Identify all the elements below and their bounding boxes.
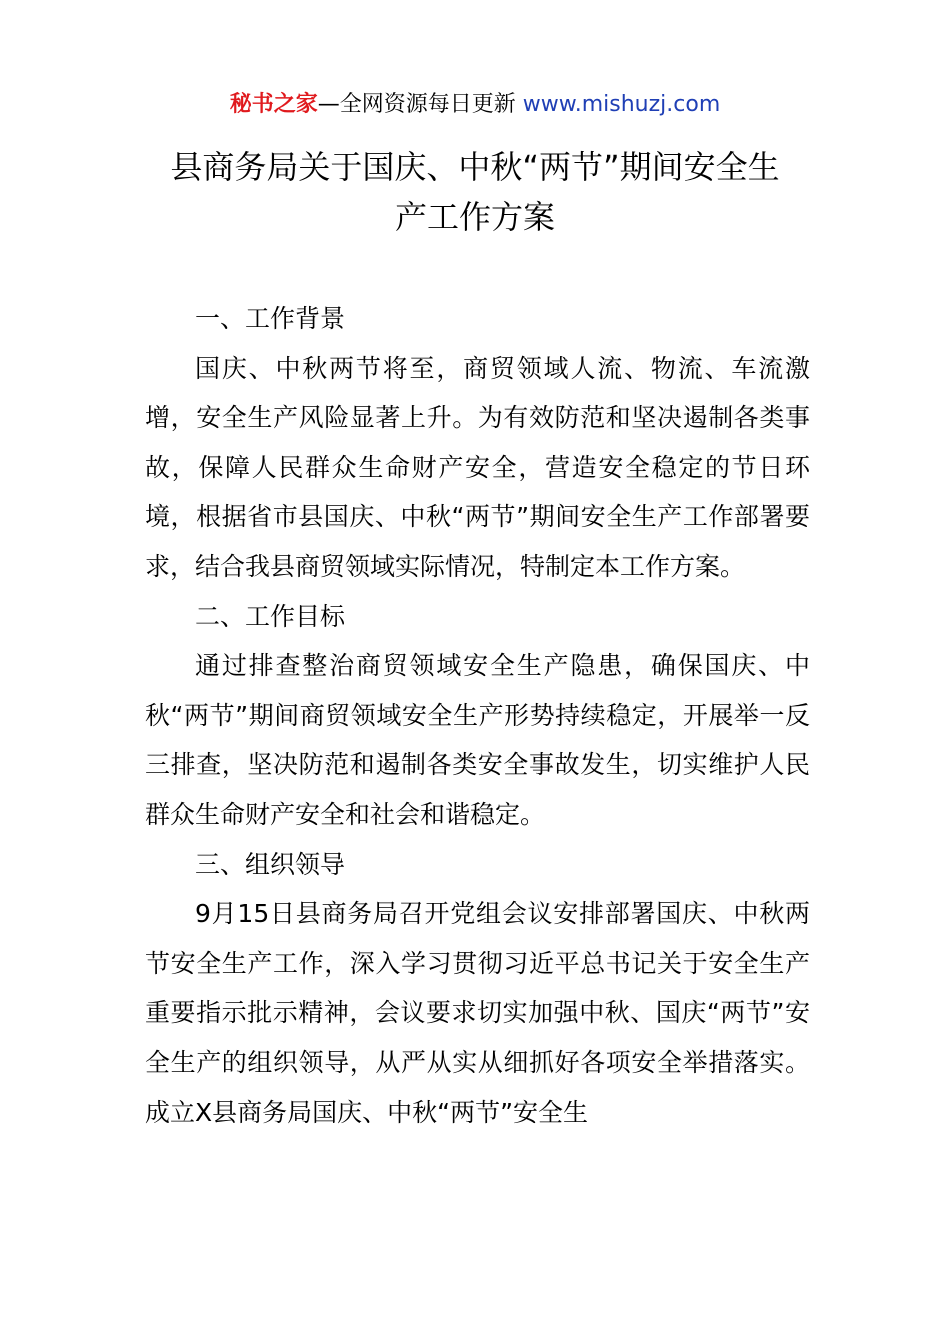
section-body-leadership: 9月15日县商务局召开党组会议安排部署国庆、中秋两节安全生产工作，深入学习贯彻习近平总书记关于安全生产重要指示批示精神，会议要求切实加强中秋、国庆“两节”安全生产的组织领导，从严从实从细抓好各项安全举措落实。成立X县商务局国庆、中秋“两节”安全生	[145, 899, 810, 1127]
brand-name: 秘书之家	[229, 92, 318, 117]
section-heading-leadership: 三、组织领导	[195, 849, 346, 879]
section-heading-background: 一、工作背景	[195, 304, 346, 333]
title-line-1: 县商务局关于国庆、中秋“两节”期间安全生	[170, 148, 780, 186]
site-url[interactable]: www.mishuzj.com	[522, 92, 721, 117]
document-body	[145, 294, 810, 1137]
section-body-background: 国庆、中秋两节将至，商贸领域人流、物流、车流激增，安全生产风险显著上升。为有效防范和坚决遏制各类事故，保障人民群众生命财产安全，营造安全稳定的节日环境，根据省市县国庆、中秋“两节”期间安全生产工作部署要求，结合我县商贸领域实际情况，特制定本工作方案。	[145, 353, 810, 581]
document-title	[100, 142, 850, 242]
site-banner	[0, 88, 950, 122]
section-body-goals: 通过排查整治商贸领域安全生产隐患，确保国庆、中秋“两节”期间商贸领域安全生产形势持续稳定，开展举一反三排查，坚决防范和遏制各类安全事故发生，切实维护人民群众生命财产安全和社会和谐稳定。	[145, 651, 810, 829]
section-heading-goals: 二、工作目标	[195, 601, 346, 631]
banner-slogan: —全网资源每日更新	[317, 92, 516, 117]
title-line-2: 产工作方案	[394, 198, 555, 236]
